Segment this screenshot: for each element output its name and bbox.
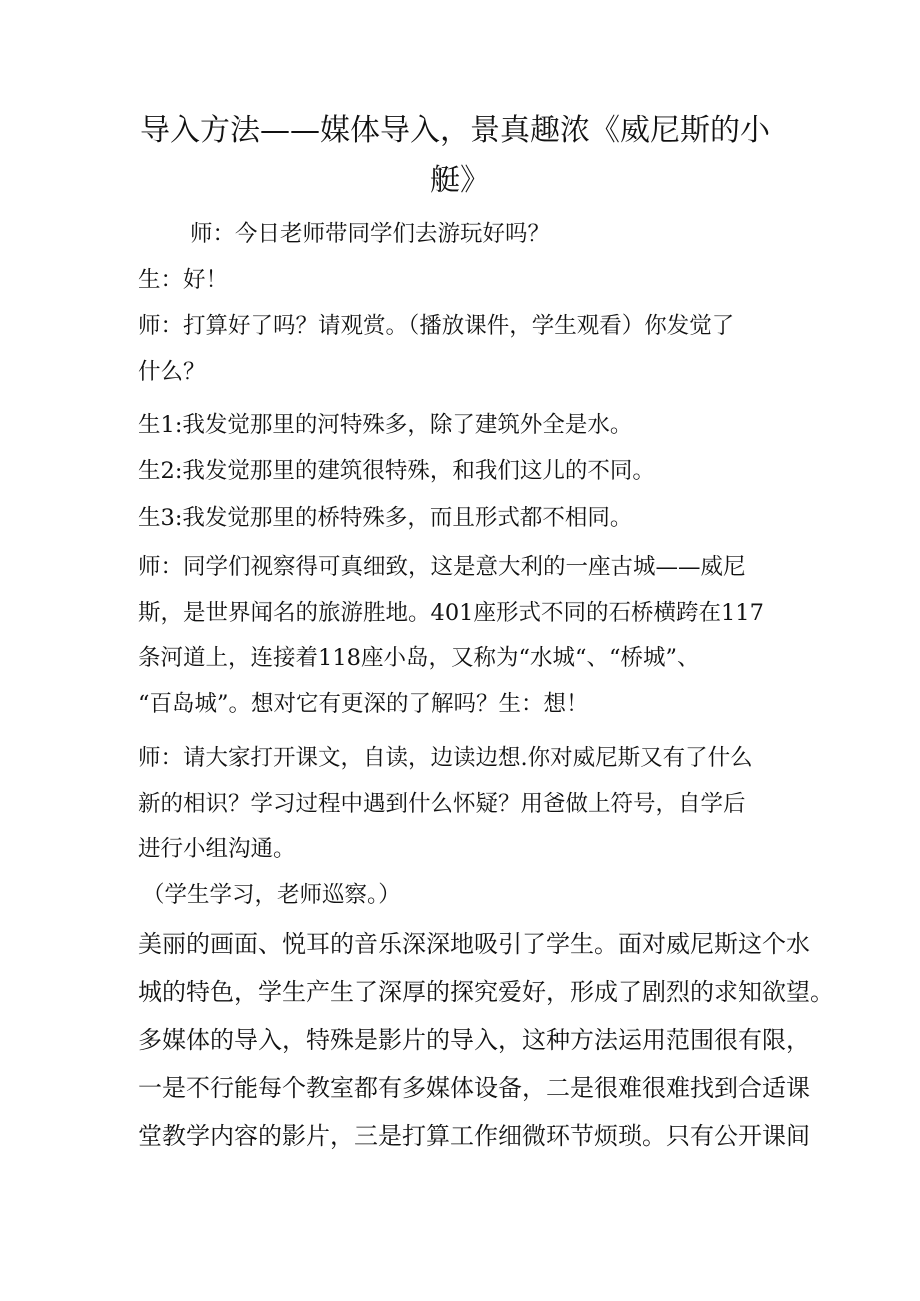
text-line: 一是不行能每个教室都有多媒体设备，二是很难很难找到合适课 bbox=[138, 1074, 810, 1102]
paragraph-4 bbox=[138, 403, 788, 449]
text-line: 美丽的画面、悦耳的音乐深深地吸引了学生。面对威尼斯这个水 bbox=[138, 930, 810, 958]
text-line: 师：打算好了吗？请观赏。（播放课件，学生观看）你发觉了 bbox=[138, 313, 735, 339]
text-line: 生：好！ bbox=[138, 267, 229, 293]
paragraph-7 bbox=[138, 545, 788, 727]
text-line: 什么？ bbox=[138, 358, 206, 385]
text-line: 斯，是世界闻名的旅游胜地。401座形式不同的石桥横跨在117 bbox=[138, 599, 764, 626]
title-line-2: 艇》 bbox=[430, 163, 490, 198]
text-line: 生3:我发觉那里的桥特殊多，而且形式都不相同。 bbox=[138, 505, 633, 531]
text-line: 师：同学们视察得可真细致，这是意大利的一座古城——威尼 bbox=[138, 554, 746, 580]
text-line: 师：请大家打开课文，自读，边读边想.你对威尼斯又有了什么 bbox=[138, 745, 753, 771]
paragraph-2 bbox=[138, 258, 788, 304]
text-line: 条河道上，连接着118座小岛，又称为“水城“、“桥城”、 bbox=[138, 645, 700, 671]
text-line: 师：今日老师带同学们去游玩好吗？ bbox=[190, 221, 551, 247]
title-line-1: 导入方法——媒体导入，景真趣浓《威尼斯的小 bbox=[140, 113, 770, 148]
paragraph-6 bbox=[138, 496, 788, 542]
paragraph-1 bbox=[190, 212, 840, 258]
text-line: 新的相识？学习过程中遇到什么怀疑？用爸做上符号，自学后 bbox=[138, 790, 746, 817]
text-line: 多媒体的导入，特殊是影片的导入，这种方法运用范围很有限， bbox=[138, 1026, 810, 1054]
text-line: “百岛城”。想对它有更深的了解吗？生：想！ bbox=[138, 690, 589, 717]
text-line: 堂教学内容的影片，三是打算工作细微环节烦琐。只有公开课间 bbox=[138, 1122, 810, 1150]
text-line: 生2:我发觉那里的建筑很特殊，和我们这儿的不同。 bbox=[138, 458, 655, 484]
paragraph-8 bbox=[138, 736, 788, 873]
paragraph-5 bbox=[138, 449, 788, 495]
paragraph-3 bbox=[138, 304, 788, 395]
paragraph-10 bbox=[138, 920, 834, 1160]
text-line: （学生学习，老师巡察。） bbox=[142, 882, 401, 908]
text-line: 进行小组沟通。 bbox=[138, 836, 296, 862]
paragraph-9 bbox=[142, 873, 792, 919]
text-line: 城的特色，学生产生了深厚的探究爱好，形成了剧烈的求知欲望。 bbox=[138, 978, 834, 1006]
text-line: 生1:我发觉那里的河特殊多，除了建筑外全是水。 bbox=[138, 412, 633, 438]
